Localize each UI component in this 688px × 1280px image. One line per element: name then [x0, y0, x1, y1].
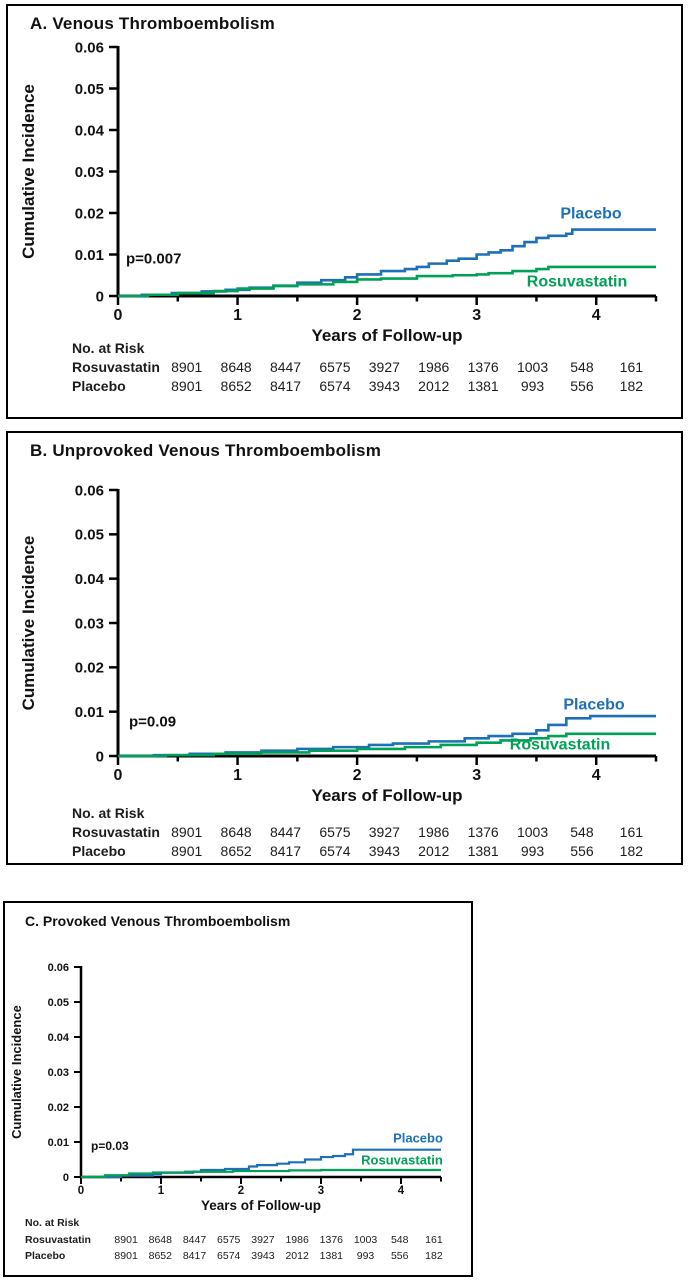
risk-row-values	[162, 377, 656, 396]
risk-value-cell: 8417	[269, 378, 302, 394]
risk-value-cell: 161	[619, 824, 644, 840]
risk-value-cell: 182	[619, 378, 644, 394]
risk-table-row-rosuvastatin	[8, 823, 681, 842]
risk-value-cell: 2012	[285, 1250, 309, 1262]
risk-value-cell: 8901	[171, 378, 203, 394]
y-tick-label: 0	[62, 1171, 69, 1184]
risk-row-label: Rosuvastatin	[25, 1233, 91, 1246]
x-axis-title: Years of Follow-up	[311, 786, 463, 805]
p-value-label: p=0.007	[126, 250, 182, 268]
y-tick-label: 0.06	[74, 39, 104, 57]
risk-value-cell: 993	[520, 378, 545, 394]
y-tick-label: 0.04	[74, 570, 104, 588]
risk-value-cell: 1381	[467, 843, 499, 859]
risk-value-cell: 1003	[516, 824, 549, 840]
y-tick-label: 0.01	[74, 703, 104, 721]
risk-value-cell: 6575	[217, 1233, 241, 1246]
risk-table-heading: No. at Risk	[25, 1217, 80, 1229]
risk-value-cell: 1986	[285, 1233, 309, 1246]
risk-value-cell: 8417	[269, 843, 302, 859]
risk-row-label: Placebo	[72, 378, 126, 394]
risk-row-values	[109, 1232, 451, 1249]
x-tick-label: 1	[233, 767, 243, 784]
risk-value-cell: 8901	[114, 1250, 138, 1262]
risk-value-cell: 3927	[368, 824, 400, 840]
y-tick-label: 0	[95, 288, 104, 306]
panel-a-risk-table	[8, 339, 681, 396]
risk-value-cell: 3927	[368, 359, 400, 375]
p-value-label: p=0.03	[91, 1139, 129, 1154]
risk-value-cell: 161	[619, 359, 644, 375]
risk-value-cell: 8652	[220, 378, 252, 394]
risk-row-values	[162, 842, 656, 861]
y-tick-label: 0.05	[47, 996, 69, 1009]
risk-value-cell: 548	[390, 1233, 409, 1246]
y-tick-label: 0.03	[74, 163, 104, 181]
x-tick-label: 4	[591, 767, 601, 784]
risk-table-row-placebo	[8, 377, 681, 396]
risk-value-cell: 1376	[467, 824, 499, 840]
rosuvastatin-curve-label: Rosuvastatin	[361, 1152, 443, 1168]
risk-value-cell: 8901	[171, 359, 203, 375]
x-tick-label: 0	[77, 1185, 85, 1197]
risk-table-row-placebo	[8, 842, 681, 861]
risk-value-cell: 8901	[171, 843, 203, 859]
panel-unprovoked-venous-thromboembolism	[6, 431, 683, 865]
risk-value-cell: 548	[570, 359, 594, 375]
risk-table-heading: No. at Risk	[72, 805, 145, 821]
y-tick-label: 0.06	[47, 961, 69, 974]
x-tick-label: 4	[397, 1185, 405, 1197]
risk-row-values	[162, 823, 656, 842]
risk-value-cell: 8901	[171, 824, 203, 840]
risk-value-cell: 2012	[418, 843, 450, 859]
risk-value-cell: 548	[570, 824, 594, 840]
y-tick-label: 0.02	[74, 659, 104, 677]
risk-value-cell: 161	[425, 1233, 443, 1246]
rosuvastatin-curve-label: Rosuvastatin	[509, 736, 611, 754]
rosuvastatin-curve-label: Rosuvastatin	[526, 273, 628, 291]
risk-value-cell: 6575	[319, 824, 351, 840]
risk-row-label: Placebo	[25, 1250, 66, 1262]
risk-value-cell: 6574	[217, 1250, 241, 1262]
x-tick-label: 1	[233, 307, 243, 324]
risk-value-cell: 2012	[418, 378, 450, 394]
risk-value-cell: 8447	[269, 824, 302, 840]
x-tick-label: 0	[113, 307, 123, 324]
risk-value-cell: 556	[570, 843, 594, 859]
risk-value-cell: 1376	[467, 359, 499, 375]
x-tick-label: 1	[157, 1185, 165, 1197]
y-axis-title: Cumulative Incidence	[19, 84, 38, 259]
risk-value-cell: 1003	[516, 359, 549, 375]
risk-value-cell: 6574	[319, 378, 351, 394]
risk-value-cell: 993	[356, 1250, 375, 1262]
placebo-curve-label: Placebo	[563, 696, 625, 714]
risk-value-cell: 8652	[148, 1250, 172, 1262]
x-tick-label: 3	[472, 307, 482, 324]
y-axis-title: Cumulative Incidence	[9, 1005, 24, 1139]
risk-value-cell: 8648	[220, 359, 252, 375]
risk-row-label: Placebo	[72, 843, 126, 859]
y-tick-label: 0.03	[74, 615, 104, 633]
panel-c-risk-table	[5, 1215, 471, 1265]
risk-row-values	[162, 358, 656, 377]
risk-table-row-placebo	[5, 1248, 471, 1265]
y-tick-label: 0.02	[47, 1101, 69, 1114]
x-tick-label: 2	[352, 307, 362, 324]
y-tick-label: 0.04	[74, 122, 104, 140]
panel-b-chart	[8, 433, 681, 863]
risk-value-cell: 8447	[269, 359, 302, 375]
x-tick-label: 4	[591, 307, 601, 324]
y-tick-label: 0.06	[74, 482, 104, 500]
y-tick-label: 0.02	[74, 205, 104, 223]
risk-value-cell: 8652	[220, 843, 252, 859]
y-tick-label: 0.04	[47, 1031, 69, 1044]
panel-venous-thromboembolism	[6, 4, 683, 419]
p-value-label: p=0.09	[129, 713, 177, 731]
y-tick-label: 0.05	[74, 80, 104, 98]
risk-value-cell: 182	[425, 1250, 443, 1262]
risk-value-cell: 182	[619, 843, 644, 859]
risk-value-cell: 1381	[467, 378, 499, 394]
risk-value-cell: 1986	[418, 824, 450, 840]
risk-value-cell: 993	[520, 843, 545, 859]
risk-value-cell: 3927	[251, 1233, 275, 1246]
placebo-curve-label: Placebo	[560, 205, 622, 223]
x-tick-label: 2	[352, 767, 362, 784]
panel-provoked-venous-thromboembolism	[3, 901, 473, 1277]
risk-value-cell: 3943	[368, 378, 400, 394]
y-tick-label: 0.01	[47, 1136, 69, 1149]
panel-b-risk-table	[8, 804, 681, 861]
risk-row-label: Rosuvastatin	[72, 824, 160, 840]
x-axis-title: Years of Follow-up	[200, 1198, 322, 1213]
risk-value-cell: 8417	[182, 1250, 207, 1262]
risk-table-row-rosuvastatin	[5, 1232, 471, 1249]
risk-row-values	[109, 1248, 451, 1265]
panel-c-title: C. Provoked Venous Thromboembolism	[25, 913, 291, 929]
x-tick-label: 0	[113, 767, 123, 784]
panel-b-title: B. Unprovoked Venous Thromboembolism	[30, 441, 382, 460]
y-tick-label: 0	[95, 748, 104, 766]
risk-value-cell: 8648	[220, 824, 252, 840]
panel-a-title: A. Venous Thromboembolism	[30, 14, 275, 33]
risk-value-cell: 556	[570, 378, 594, 394]
risk-table-row-rosuvastatin	[8, 358, 681, 377]
risk-value-cell: 556	[390, 1250, 409, 1262]
risk-value-cell: 8447	[182, 1233, 207, 1246]
x-tick-label: 3	[317, 1185, 325, 1197]
risk-value-cell: 6574	[319, 843, 351, 859]
risk-value-cell: 3943	[251, 1250, 275, 1262]
y-tick-label: 0.03	[47, 1066, 69, 1079]
risk-row-label: Rosuvastatin	[72, 359, 160, 375]
y-tick-label: 0.05	[74, 526, 104, 544]
x-axis-title: Years of Follow-up	[311, 326, 463, 345]
risk-value-cell: 1381	[319, 1250, 343, 1262]
risk-value-cell: 8901	[114, 1233, 138, 1246]
risk-value-cell: 1376	[319, 1233, 343, 1246]
risk-value-cell: 1986	[418, 359, 450, 375]
x-tick-label: 2	[237, 1185, 245, 1197]
placebo-curve-label: Placebo	[393, 1130, 443, 1146]
risk-table-heading: No. at Risk	[72, 340, 145, 356]
risk-value-cell: 8648	[148, 1233, 172, 1246]
y-axis-title: Cumulative Incidence	[19, 535, 38, 711]
risk-value-cell: 3943	[368, 843, 400, 859]
risk-value-cell: 6575	[319, 359, 351, 375]
y-tick-label: 0.01	[74, 246, 104, 264]
x-tick-label: 3	[472, 767, 482, 784]
risk-value-cell: 1003	[353, 1233, 378, 1246]
